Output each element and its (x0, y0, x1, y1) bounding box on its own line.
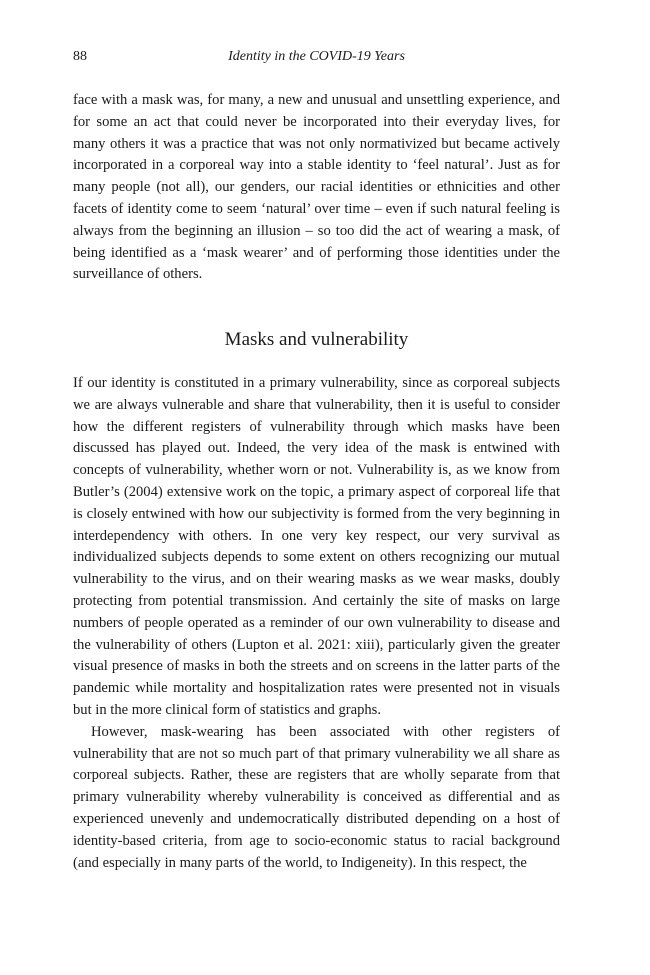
running-title: Identity in the COVID-19 Years (228, 49, 405, 64)
section-heading: Masks and vulnerability (224, 329, 409, 350)
page-number: 88 (73, 49, 87, 64)
opening-text-block (73, 90, 560, 286)
opening-paragraph: face with a mask was, for many, a new and unusual and unsettling experience, and for some an act that could never be incorporated into their everyday lives, for many others it was a practice that was not only normativized but became actively incorporated in a corporeal way into a stable identity to ‘feel natural’. Just as for many people (not all), our genders, our racial identities or ethnicities and other facets of identity come to seem ‘natural’ over time – even if such natural feeling is always from the beginning an illusion – so too did the act of wearing a mask, of being identified as a ‘mask wearer’ and of performing those identities under the surveillance of others. (73, 92, 560, 283)
section-paragraph-2: However, mask-wearing has been associated with other registers of vulnerability that are not so much part of that primary vulnerability we all share as corporeal subjects. Rather, these are registers that are wholly separate from that primary vulnerability whereby vulnerability is conceived as differential and as experienced unevenly and undemocratically distributed depending on a host of identity-based criteria, from age to socio-economic status to racial background (and especially in many parts of the world, to Indigeneity). In this respect, the (73, 723, 560, 871)
running-head (73, 46, 560, 68)
section-text-block (73, 373, 560, 874)
section-paragraph-1: If our identity is constituted in a primary vulnerability, since as corporeal subjects we are always vulnerable and share that vulnerability, then it is useful to consider how the different registers of vulnerability through which masks have been discussed has played out. Indeed, the very idea of the mask is entwined with concepts of vulnerability, whether worn or not. Vulnerability is, as we know from Butler’s (2004) extensive work on the topic, a primary aspect of corporeal life that is closely entwined with how our subjectivity is formed from the very beginning in interdependency with others. In one very key respect, our very survival as individualized subjects depends to some extent on others recognizing our mutual vulnerability to the virus, and on their wearing masks as we wear masks, doubly protecting from potential transmission. And certainly the site of masks on large numbers of people operated as a reminder of our own vulnerability to disease and the vulnerability of others (Lupton et al. 2021: xiii), particularly given the greater visual presence of masks in both the streets and on screens in the latter parts of the pandemic while mortality and hospitalization rates were presented not in visuals but in the more clinical form of statistics and graphs. (73, 375, 560, 718)
